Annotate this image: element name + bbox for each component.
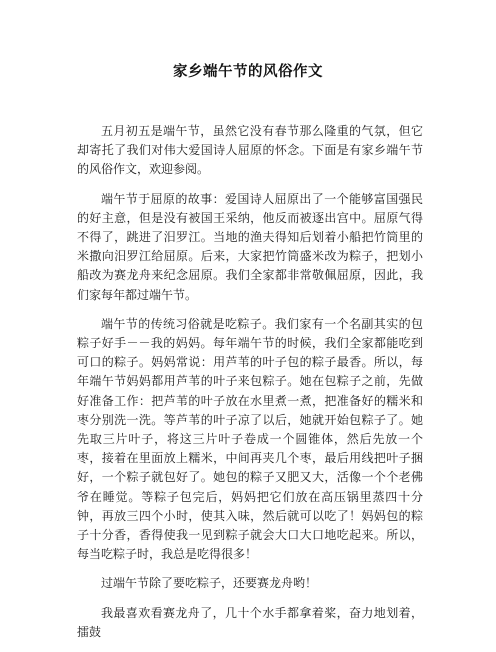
- document-body: [77, 122, 423, 652]
- document-title: 家乡端午节的风俗作文: [173, 64, 323, 80]
- paragraph-intro: 五月初五是端午节，虽然它没有春节那么隆重的气氛，但它却寄托了我们对伟大爱国诗人屈原的怀念。下面是有家乡端午节的风俗作文，欢迎参阅。: [77, 124, 423, 177]
- paragraph-dragon-boat: 我最喜欢看赛龙舟了，几十个水手都拿着桨，奋力地划着，擂鼓: [77, 605, 423, 639]
- paragraph-quyuan-story: 端午节于屈原的故事：爱国诗人屈原出了一个能够富国强民的好主意，但是没有被国王采纳，他反而被逐出宫中。屈原气得不得了，跳进了汨罗江。当地的渔夫得知后划着小船把竹筒里的米撒向汨罗江给屈原。后来，大家把竹筒盛米改为粽子，把划小船改为赛龙舟来纪念屈原。我们全家都非常敬佩屈原，因此，我们家每年都过端午节。: [77, 191, 423, 302]
- paragraph-dragon-boat-intro: 过端午节除了要吃粽子，还要赛龙舟哟！: [101, 576, 318, 591]
- paragraph-zongzi: 端午节的传统习俗就是吃粽子。我们家有一个名副其实的包粽子好手－－我的妈妈。每年端午节的时候，我们全家都能吃到可口的粽子。妈妈常说：用芦苇的叶子包的粽子最香。所以，每年端午节妈妈都用芦苇的叶子来包粽子。她在包粽子之前，先做好准备工作：把芦苇的叶子放在水里煮一煮，把准备好的糯米和枣分别洗一洗。等芦苇的叶子凉了以后，她就开始包粽子了。她先取三片叶子，将这三片叶子卷成一个圆锥体，然后先放一个枣，接着在里面放上糯米，中间再夹几个枣，最后用线把叶子捆好，一个粽子就包好了。她包的粽子又肥又大，活像一个个老佛爷在睡觉。等粽子包完后，妈妈把它们放在高压锅里蒸四十分钟，再放三四个小时，使其入味，然后就可以吃了！妈妈包的粽子十分香，香得使我一见到粽子就会大口大口地吃起来。所以，每当吃粽子时，我总是吃得很多！: [77, 316, 423, 562]
